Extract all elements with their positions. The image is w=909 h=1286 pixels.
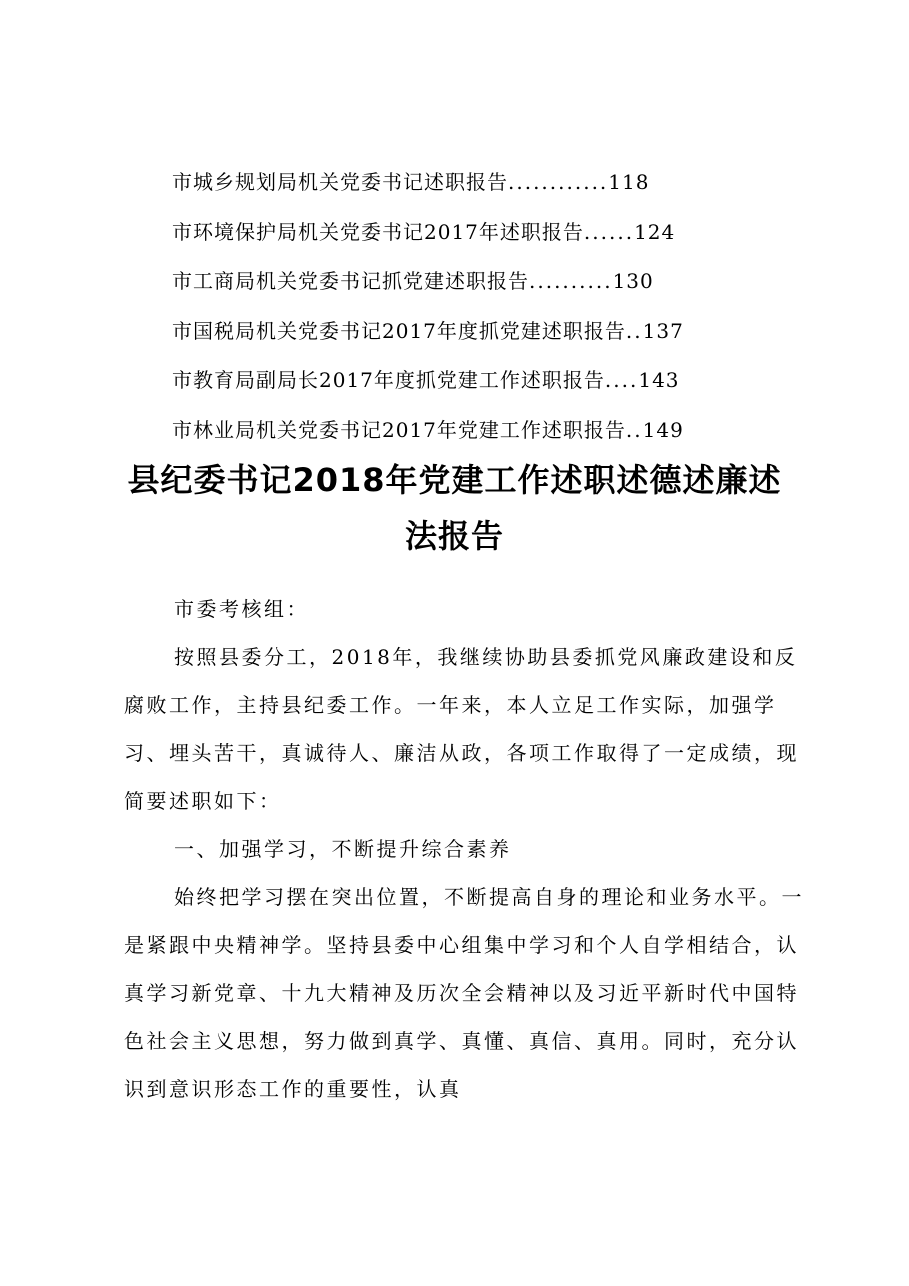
table-of-contents [172, 166, 772, 464]
document-title [40, 452, 869, 564]
toc-item-title: 市林业局机关党委书记2017年党建工作述职报告 [172, 417, 626, 442]
toc-item-leader: ...... [583, 219, 635, 244]
toc-item-title: 市城乡规划局机关党委书记述职报告 [172, 170, 508, 194]
document-title-line-2: 法报告 [404, 517, 504, 555]
toc-item-leader: ............ [508, 170, 609, 194]
toc-item-page: 143 [638, 368, 680, 393]
toc-item[interactable] [172, 216, 772, 266]
toc-item-page: 130 [612, 269, 654, 294]
body-paragraph: 按照县委分工，2018年，我继续协助县委抓党风廉政建设和反腐败工作，主持县纪委工作。一年来，本人立足工作实际，加强学习、埋头苦干，真诚待人、廉洁从政，各项工作取得了一定成绩，现简要述职如下： [124, 645, 799, 813]
toc-item-page: 124 [634, 219, 676, 244]
salutation: 市委考核组： [174, 597, 309, 621]
toc-item-title: 市工商局机关党委书记抓党建述职报告 [172, 269, 529, 294]
toc-item-page: 149 [642, 417, 684, 442]
toc-item-title: 市国税局机关党委书记2017年度抓党建述职报告 [172, 318, 626, 343]
toc-item-leader: .. [625, 417, 643, 442]
toc-item-title: 市环境保护局机关党委书记2017年述职报告 [172, 219, 584, 244]
body-paragraph: 始终把学习摆在突出位置，不断提高自身的理论和业务水平。一是紧跟中央精神学。坚持县委中心组集中学习和个人自学相结合，认真学习新党章、十九大精神及历次全会精神以及习近平新时代中国特色社会主义思想，努力做到真学、真懂、真信、真用。同时，充分认识到意识形态工作的重要性，认真 [124, 885, 804, 1101]
toc-item-leader: .... [604, 368, 639, 393]
toc-item[interactable] [172, 166, 772, 216]
toc-item[interactable] [172, 315, 772, 365]
section-heading: 一、加强学习，不断提升综合素养 [174, 837, 512, 861]
toc-item-leader: .......... [529, 269, 613, 294]
toc-item[interactable] [172, 265, 772, 315]
toc-item-page: 137 [642, 318, 684, 343]
toc-item-leader: .. [625, 318, 643, 343]
toc-item[interactable] [172, 364, 772, 414]
toc-item-page: 118 [608, 170, 650, 194]
document-title-line-1: 县纪委书记2018年党建工作述职述德述廉述 [127, 461, 782, 499]
toc-item-title: 市教育局副局长2017年度抓党建工作述职报告 [172, 368, 605, 393]
document-body [124, 585, 804, 1113]
